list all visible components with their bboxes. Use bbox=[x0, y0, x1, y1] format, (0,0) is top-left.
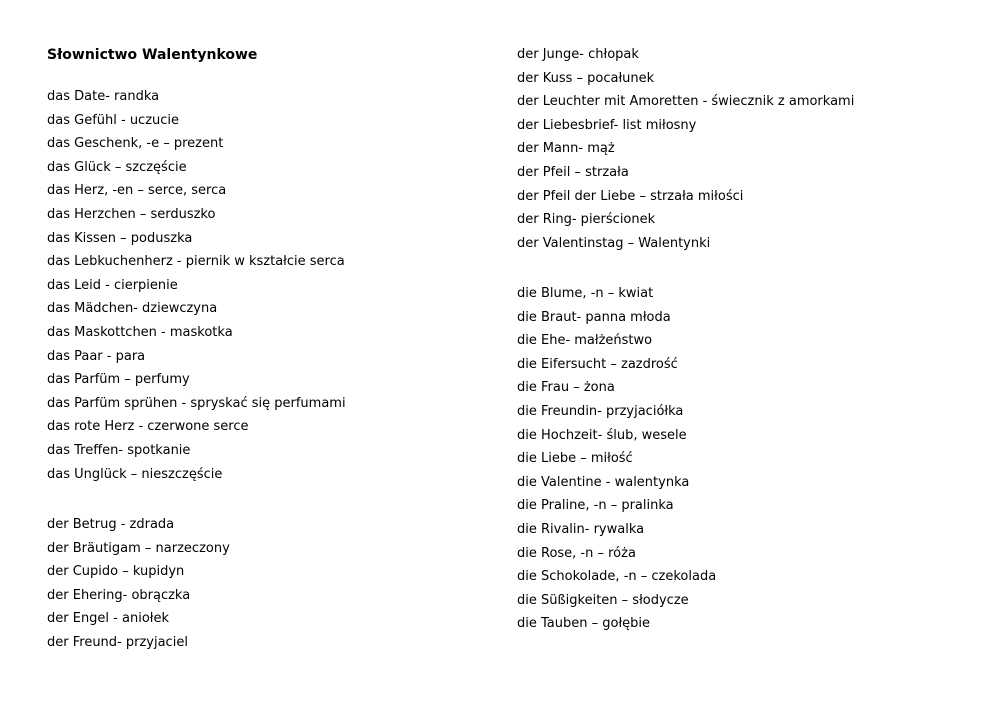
vocab-entry: das Parfüm – perfumy bbox=[47, 372, 190, 388]
vocab-entry: das Leid - cierpienie bbox=[47, 277, 178, 293]
vocab-entry: die Frau – żona bbox=[517, 380, 615, 396]
vocab-entry: der Mann- mąż bbox=[517, 141, 615, 157]
vocab-entry: der Engel - aniołek bbox=[47, 611, 169, 627]
vocab-entry: das Geschenk, -e – prezent bbox=[47, 136, 224, 152]
vocab-entry: die Liebe – miłość bbox=[517, 451, 633, 467]
vocab-entry: der Junge- chłopak bbox=[517, 47, 639, 62]
vocab-entry: das Herz, -en – serce, serca bbox=[47, 183, 227, 199]
document-title: Słownictwo Walentynkowe bbox=[47, 47, 258, 63]
vocab-entry: die Blume, -n – kwiat bbox=[517, 286, 654, 301]
vocab-entry: der Ring- pierścionek bbox=[517, 212, 656, 228]
vocab-entry: der Liebesbrief- list miłosny bbox=[517, 117, 697, 133]
der-vocabulary-list-left bbox=[47, 513, 230, 655]
vocab-entry: der Leuchter mit Amoretten - świecznik z amorkami bbox=[517, 94, 855, 110]
der-vocabulary-list-right bbox=[517, 43, 854, 255]
vocab-entry: das Date- randka bbox=[47, 89, 160, 104]
die-vocabulary-list bbox=[517, 282, 716, 636]
vocab-entry: die Freundin- przyjaciółka bbox=[517, 403, 684, 419]
vocab-entry: der Kuss – pocałunek bbox=[517, 70, 655, 86]
vocab-entry: der Valentinstag – Walentynki bbox=[517, 235, 711, 251]
vocab-entry: die Eifersucht – zazdrość bbox=[517, 356, 678, 372]
vocab-entry: die Rivalin- rywalka bbox=[517, 521, 645, 537]
vocab-entry: die Tauben – gołębie bbox=[517, 616, 651, 632]
vocab-entry: die Schokolade, -n – czekolada bbox=[517, 569, 717, 585]
vocab-entry: der Pfeil der Liebe – strzała miłości bbox=[517, 188, 744, 204]
vocab-entry: das Glück – szczęście bbox=[47, 159, 187, 175]
vocab-entry: die Ehe- małżeństwo bbox=[517, 333, 653, 349]
vocab-entry: der Ehering- obrączka bbox=[47, 587, 191, 603]
vocab-entry: das Unglück – nieszczęście bbox=[47, 466, 223, 482]
vocab-entry: die Valentine - walentynka bbox=[517, 474, 690, 490]
vocab-entry: das Kissen – poduszka bbox=[47, 230, 193, 246]
vocab-entry: der Freund- przyjaciel bbox=[47, 634, 188, 650]
vocab-entry: das rote Herz - czerwone serce bbox=[47, 419, 249, 435]
vocab-entry: das Maskottchen - maskotka bbox=[47, 324, 233, 340]
das-vocabulary-list bbox=[47, 85, 346, 486]
vocab-entry: der Betrug - zdrada bbox=[47, 517, 175, 532]
vocab-entry: die Braut- panna młoda bbox=[517, 309, 671, 325]
vocab-entry: der Bräutigam – narzeczony bbox=[47, 540, 230, 556]
vocab-entry: die Praline, -n – pralinka bbox=[517, 498, 674, 514]
vocab-entry: das Mädchen- dziewczyna bbox=[47, 301, 218, 317]
vocab-entry: der Pfeil – strzała bbox=[517, 164, 629, 180]
vocab-entry: das Herzchen – serduszko bbox=[47, 206, 216, 222]
vocab-entry: das Paar - para bbox=[47, 348, 146, 364]
vocab-entry: die Süßigkeiten – słodycze bbox=[517, 592, 689, 608]
vocab-entry: das Parfüm sprühen - spryskać się perfumami bbox=[47, 395, 346, 411]
vocab-entry: das Treffen- spotkanie bbox=[47, 442, 191, 458]
vocab-entry: die Rose, -n – róża bbox=[517, 545, 636, 561]
vocab-entry: das Gefühl - uczucie bbox=[47, 112, 180, 128]
vocab-entry: der Cupido – kupidyn bbox=[47, 564, 185, 580]
vocab-entry: das Lebkuchenherz - piernik w kształcie serca bbox=[47, 254, 345, 270]
vocab-entry: die Hochzeit- ślub, wesele bbox=[517, 427, 687, 443]
